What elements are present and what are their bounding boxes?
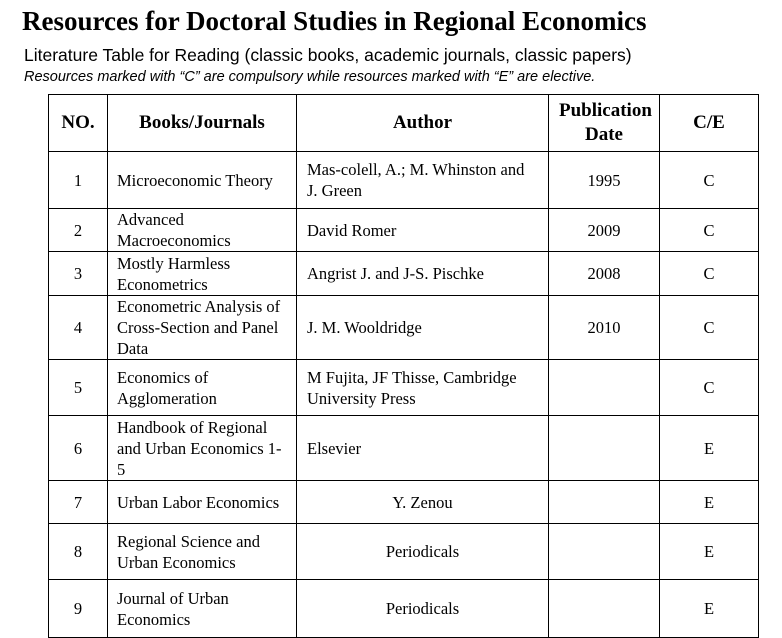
cell-no: 3 bbox=[49, 252, 108, 296]
cell-author: J. M. Wooldridge bbox=[297, 296, 549, 360]
table-row bbox=[49, 416, 759, 481]
table-row bbox=[49, 524, 759, 580]
cell-ce: E bbox=[660, 524, 759, 580]
cell-date bbox=[549, 524, 660, 580]
cell-title: Handbook of Regional and Urban Economics 1-5 bbox=[108, 416, 297, 481]
cell-title: Advanced Macroeconomics bbox=[108, 209, 297, 252]
cell-author: David Romer bbox=[297, 209, 549, 252]
cell-author: Elsevier bbox=[297, 416, 549, 481]
table-row bbox=[49, 481, 759, 524]
cell-date: 1995 bbox=[549, 152, 660, 209]
cell-no: 6 bbox=[49, 416, 108, 481]
cell-ce: C bbox=[660, 360, 759, 416]
header-publication-date-line2: Date bbox=[585, 124, 623, 145]
cell-title: Microeconomic Theory bbox=[108, 152, 297, 209]
cell-title: Mostly Harmless Econometrics bbox=[108, 252, 297, 296]
cell-date bbox=[549, 580, 660, 638]
cell-date: 2009 bbox=[549, 209, 660, 252]
cell-date: 2008 bbox=[549, 252, 660, 296]
cell-date bbox=[549, 360, 660, 416]
header-books-journals: Books/Journals bbox=[108, 95, 297, 152]
cell-author: Y. Zenou bbox=[297, 481, 549, 524]
header-ce: C/E bbox=[660, 95, 759, 152]
page-title: Resources for Doctoral Studies in Regional Economics bbox=[22, 6, 647, 36]
cell-title: Urban Labor Economics bbox=[108, 481, 297, 524]
cell-no: 9 bbox=[49, 580, 108, 638]
cell-ce: E bbox=[660, 416, 759, 481]
cell-ce: E bbox=[660, 481, 759, 524]
subtitle: Literature Table for Reading (classic books, academic journals, classic papers) bbox=[24, 45, 632, 65]
cell-no: 8 bbox=[49, 524, 108, 580]
cell-no: 1 bbox=[49, 152, 108, 209]
literature-table bbox=[48, 94, 759, 638]
cell-ce: E bbox=[660, 580, 759, 638]
cell-date: 2010 bbox=[549, 296, 660, 360]
cell-no: 2 bbox=[49, 209, 108, 252]
cell-author: Periodicals bbox=[297, 524, 549, 580]
header-publication-date-line1: Publication bbox=[559, 100, 652, 121]
cell-author: Angrist J. and J-S. Pischke bbox=[297, 252, 549, 296]
header-no: NO. bbox=[49, 95, 108, 152]
table-row bbox=[49, 252, 759, 296]
legend-note: Resources marked with “C” are compulsory while resources marked with “E” are elective. bbox=[24, 69, 596, 85]
table-row bbox=[49, 209, 759, 252]
cell-ce: C bbox=[660, 209, 759, 252]
cell-title: Econometric Analysis of Cross-Section and Panel Data bbox=[108, 296, 297, 360]
table-row bbox=[49, 296, 759, 360]
cell-author: Mas-colell, A.; M. Whinston and J. Green bbox=[297, 152, 549, 209]
header-publication-date bbox=[549, 95, 660, 152]
table-row bbox=[49, 580, 759, 638]
cell-title: Regional Science and Urban Economics bbox=[108, 524, 297, 580]
table-row bbox=[49, 360, 759, 416]
table-row bbox=[49, 152, 759, 209]
cell-ce: C bbox=[660, 252, 759, 296]
cell-ce: C bbox=[660, 152, 759, 209]
cell-author: M Fujita, JF Thisse, Cambridge University Press bbox=[297, 360, 549, 416]
cell-author: Periodicals bbox=[297, 580, 549, 638]
cell-title: Economics of Agglomeration bbox=[108, 360, 297, 416]
cell-ce: C bbox=[660, 296, 759, 360]
cell-title: Journal of Urban Economics bbox=[108, 580, 297, 638]
cell-date bbox=[549, 416, 660, 481]
cell-no: 4 bbox=[49, 296, 108, 360]
table-header-row bbox=[49, 95, 759, 152]
cell-date bbox=[549, 481, 660, 524]
cell-no: 5 bbox=[49, 360, 108, 416]
cell-no: 7 bbox=[49, 481, 108, 524]
header-author: Author bbox=[297, 95, 549, 152]
